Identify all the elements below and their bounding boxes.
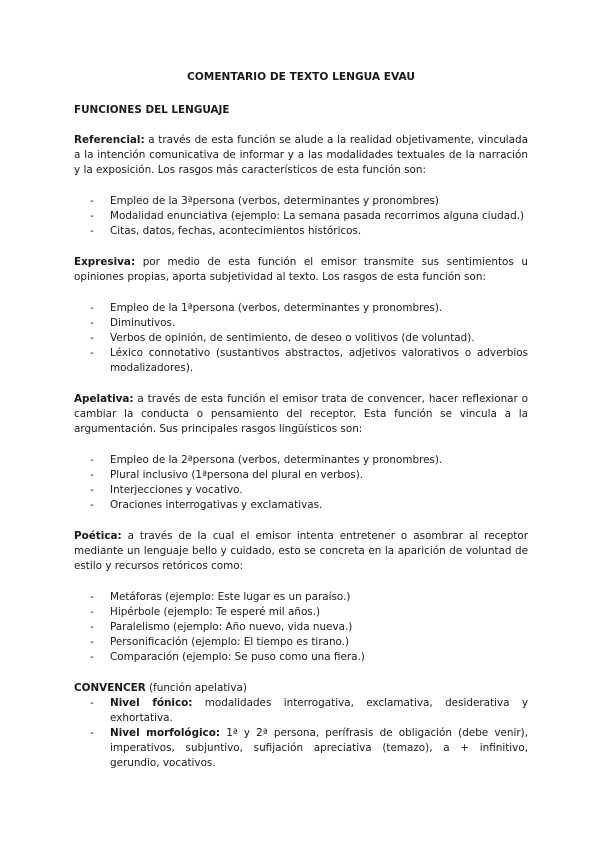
expresiva-label: Expresiva: <box>74 256 136 268</box>
list-item <box>74 331 528 346</box>
list-item-text: Comparación (ejemplo: Se puso como una fiera.) <box>110 651 365 663</box>
referencial-list <box>74 194 528 239</box>
list-item-text: modalidades interrogativa, exclamativa, desiderativa y exhortativa. <box>110 697 528 724</box>
apelativa-text: a través de esta función el emisor trata de convencer, hacer reflexionar o cambiar la conducta o pensamiento del receptor. Esta función se vincula a la argumentación. Sus principales rasgos lingüísticos son: <box>74 393 528 435</box>
list-item-text: Metáforas (ejemplo: Este lugar es un paraíso.) <box>110 591 351 603</box>
bullet-dash: - <box>90 454 94 466</box>
bullet-dash: - <box>90 484 94 496</box>
list-item-text: Hipérbole (ejemplo: Te esperé mil años.) <box>110 606 321 618</box>
apelativa-list <box>74 453 528 513</box>
list-item-text: Empleo de la 1ªpersona (verbos, determinantes y pronombres). <box>110 302 443 314</box>
list-item <box>74 194 528 209</box>
list-item <box>74 650 528 665</box>
bullet-dash: - <box>90 621 94 633</box>
list-item-text: Diminutivos. <box>110 317 176 329</box>
bullet-dash: - <box>90 697 94 709</box>
bullet-dash: - <box>90 499 94 511</box>
list-item-text: Empleo de la 3ªpersona (verbos, determinantes y pronombres) <box>110 195 439 207</box>
convencer-list <box>74 696 528 771</box>
list-item-text: Empleo de la 2ªpersona (verbos, determinantes y pronombres). <box>110 454 443 466</box>
list-item <box>74 620 528 635</box>
list-item <box>74 468 528 483</box>
poetica-list <box>74 590 528 665</box>
expresiva-paragraph <box>74 255 528 285</box>
list-item-text: Verbos de opinión, de sentimiento, de deseo o volitivos (de voluntad). <box>110 332 475 344</box>
bullet-dash: - <box>90 727 94 739</box>
list-item-text: Personificación (ejemplo: El tiempo es tirano.) <box>110 636 350 648</box>
list-item <box>74 316 528 331</box>
bullet-dash: - <box>90 332 94 344</box>
list-item <box>74 209 528 224</box>
list-item <box>74 605 528 620</box>
section-heading: FUNCIONES DEL LENGUAJE <box>74 104 230 116</box>
list-item <box>74 726 528 771</box>
list-item-text: Plural inclusivo (1ªpersona del plural en verbos). <box>110 469 364 481</box>
list-item-text: 1ª y 2ª persona, perífrasis de obligación (debe venir), imperativos, subjuntivo, sufijación apreciativa (temazo), a + infinitivo, gerundio, vocativos. <box>110 727 528 769</box>
bullet-dash: - <box>90 302 94 314</box>
apelativa-label: Apelativa: <box>74 393 134 405</box>
list-item-text: Modalidad enunciativa (ejemplo: La semana pasada recorrimos alguna ciudad.) <box>110 210 525 222</box>
bullet-dash: - <box>90 469 94 481</box>
list-item-text: Interjecciones y vocativo. <box>110 484 243 496</box>
list-item <box>74 696 528 726</box>
list-item <box>74 453 528 468</box>
bullet-dash: - <box>90 347 94 359</box>
referencial-text: a través de esta función se alude a la realidad objetivamente, vinculada a la intención comunicativa de informar y a las modalidades textuales de la narración y la exposición. Los rasgos más característicos de esta función son: <box>74 134 528 176</box>
convencer-label: CONVENCER <box>74 682 146 694</box>
expresiva-list <box>74 301 528 376</box>
list-item <box>74 635 528 650</box>
expresiva-text: por medio de esta función el emisor transmite sus sentimientos u opiniones propias, aporta subjetividad al texto. Los rasgos de esta función son: <box>74 256 528 283</box>
bullet-dash: - <box>90 591 94 603</box>
poetica-text: a través de la cual el emisor intenta entretener o asombrar al receptor mediante un lenguaje bello y cuidado, esto se concreta en la aparición de voluntad de estilo y recursos retóricos como: <box>74 530 528 572</box>
list-item-label: Nivel fónico: <box>110 697 193 709</box>
poetica-label: Poética: <box>74 530 122 542</box>
bullet-dash: - <box>90 210 94 222</box>
page-title: COMENTARIO DE TEXTO LENGUA EVAU <box>187 71 415 83</box>
list-item <box>74 483 528 498</box>
list-item <box>74 498 528 513</box>
poetica-paragraph <box>74 529 528 574</box>
convencer-heading <box>74 681 528 696</box>
list-item-label: Nivel morfológico: <box>110 727 221 739</box>
list-item <box>74 301 528 316</box>
list-item-text: Citas, datos, fechas, acontecimientos históricos. <box>110 225 362 237</box>
apelativa-paragraph <box>74 392 528 437</box>
bullet-dash: - <box>90 606 94 618</box>
list-item <box>74 590 528 605</box>
list-item-text: Paralelismo (ejemplo: Año nuevo, vida nueva.) <box>110 621 353 633</box>
bullet-dash: - <box>90 225 94 237</box>
referencial-paragraph <box>74 133 528 178</box>
bullet-dash: - <box>90 317 94 329</box>
list-item <box>74 346 528 376</box>
convencer-suffix: (función apelativa) <box>145 682 247 694</box>
referencial-label: Referencial: <box>74 134 145 146</box>
list-item-text: Léxico connotativo (sustantivos abstractos, adjetivos valorativos o adverbios modalizadores). <box>110 347 528 374</box>
bullet-dash: - <box>90 651 94 663</box>
list-item <box>74 224 528 239</box>
list-item-text: Oraciones interrogativas y exclamativas. <box>110 499 323 511</box>
bullet-dash: - <box>90 195 94 207</box>
bullet-dash: - <box>90 636 94 648</box>
